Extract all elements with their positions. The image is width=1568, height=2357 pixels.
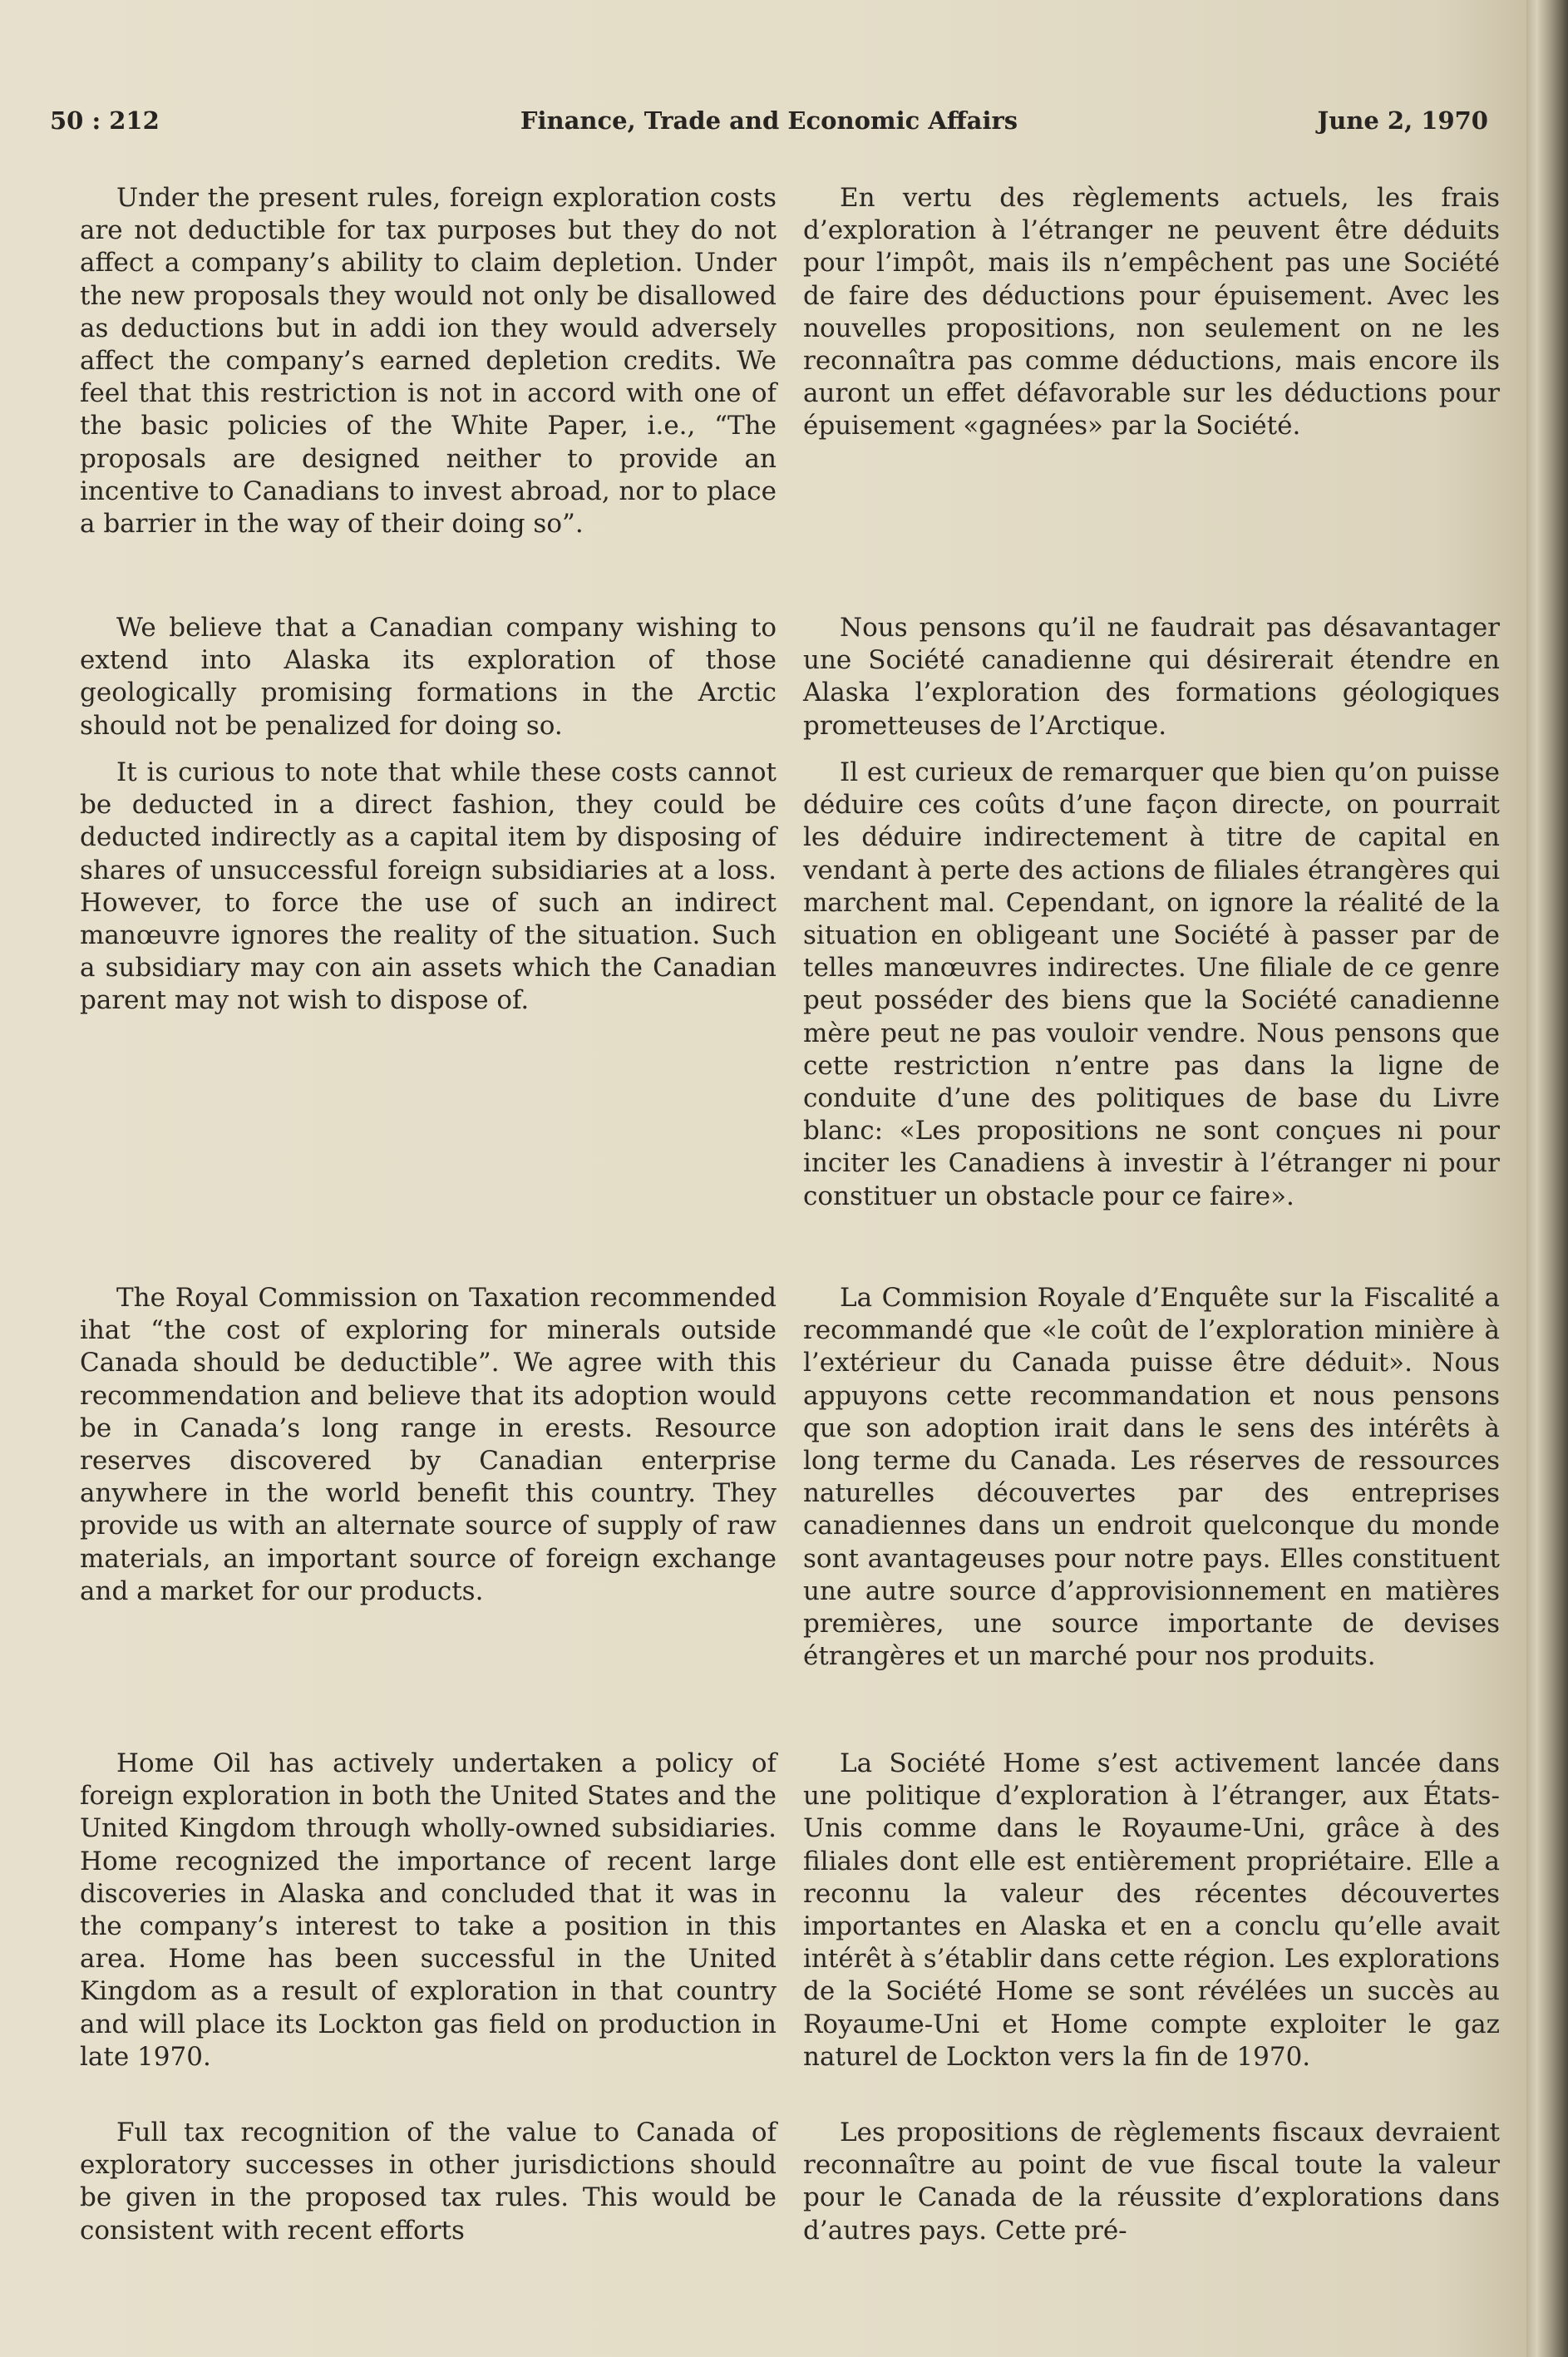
header-title: Finance, Trade and Economic Affairs [520,106,1018,135]
running-header [50,106,1488,148]
en-paragraph-indirect-deduction: It is curious to note that while these costs cannot be deducted in a direct fashion, they could be deducted indirectly as a capital item by disposing of shares of unsuccessful foreign subsidiaries at a loss. However, to force the use of such an indirect manœuvre ignores the reality of the situation. Such a subsidiary may con ain assets which the Canadian parent may not wish to dispose of. [80,757,777,1016]
en-paragraph-royal-commission: The Royal Commission on Taxation recommended ihat “the cost of exploring for minerals outside Canada should be deductible”. We agree with this recommendation and believe that its adoption would be in Canada’s long range in erests. Resource reserves discovered by Canadian enterprise anywhere in the world benefit this country. They provide us with an alternate source of supply of raw materials, an important source of foreign exchange and a market for our products. [80,1283,777,1606]
page-number: 50 : 212 [50,106,160,135]
en-paragraph-alaska-exploration: We believe that a Canadian company wishing to extend into Alaska its exploration of those geologically promising formations in the Arctic should not be penalized for doing so. [80,613,777,741]
en-paragraph-foreign-exploration-costs: Under the present rules, foreign exploration costs are not deductible for tax purposes but they do not affect a company’s ability to claim depletion. Under the new proposals they would not only be disallowed as deductions but in addi ion they would adversely affect the company’s earned depletion credits. We feel that this restriction is not in accord with one of the basic policies of the White Paper, i.e., “The proposals are designed neither to provide an incentive to Canadians to invest abroad, nor to place a barrier in the way of their doing so”. [80,183,777,540]
fr-paragraph-commission-royale: La Commision Royale d’Enquête sur la Fiscalité a recommandé que «le coût de l’exploration minière à l’extérieur du Canada puisse être déduit». Nous appuyons cette recommandation et nous pensons que son adoption irait dans le sens des intérêts à long terme du Canada. Les réserves de ressources naturelles découvertes par des entreprises canadiennes dans un endroit quelconque du monde sont avantageuses pour notre pays. Elles constituent une autre source d’approvisionnement en matières premières, une source importante de devises étrangères et un marché pour nos produits. [803,1283,1500,1672]
fr-paragraph-deduction-indirecte: Il est curieux de remarquer que bien qu’on puisse déduire ces coûts d’une façon directe, on pourrait les déduire indirectement à titre de capital en vendant à perte des actions de filiales étrangères qui marchent mal. Cependant, on ignore la réalité de la situation en obligeant une Société à passer par de telles manœuvres indirectes. Une filiale de ce genre peut posséder des biens que la Société canadienne mère peut ne pas vouloir vendre. Nous pensons que cette restriction n’entre pas dans la ligne de conduite d’une des politiques de base du Livre blanc: «Les propositions ne sont conçues ni pour inciter les Canadiens à investir à l’étranger ni pour constituer un obstacle pour ce faire». [803,757,1500,1211]
fr-paragraph-frais-exploration: En vertu des règlements actuels, les frais d’exploration à l’étranger ne peuvent être déduits pour l’impôt, mais ils n’empêchent pas une Société de faire des déductions pour épuisement. Avec les nouvelles propositions, non seulement on ne les reconnaîtra pas comme déductions, mais encore ils auront un effet défavorable sur les déductions pour épuisement «gagnées» par la Société. [803,183,1500,441]
header-date: June 2, 1970 [1317,106,1488,135]
page-binding-edge [1526,0,1568,2357]
en-paragraph-full-tax-recognition: Full tax recognition of the value to Canada of exploratory successes in other jurisdictions should be given in the proposed tax rules. This would be consistent with recent efforts [80,2118,777,2246]
fr-paragraph-propositions-fiscales: Les propositions de règlements fiscaux devraient reconnaître au point de vue fiscal toute la valeur pour le Canada de la réussite d’explorations dans d’autres pays. Cette pré- [803,2118,1500,2246]
fr-paragraph-alaska: Nous pensons qu’il ne faudrait pas désavantager une Société canadienne qui désirerait étendre en Alaska l’exploration des formations géologiques prometteuses de l’Arctique. [803,613,1500,741]
fr-paragraph-societe-home: La Société Home s’est activement lancée dans une politique d’exploration à l’étranger, aux États-Unis comme dans le Royaume-Uni, grâce à des filiales dont elle est entièrement propriétaire. Elle a reconnu la valeur des récentes découvertes importantes en Alaska et en a conclu qu’elle avait intérêt à s’établir dans cette région. Les explorations de la Société Home se sont révélées un succès au Royaume-Uni et Home compte exploiter le gaz naturel de Lockton vers la fin de 1970. [803,1748,1500,2072]
en-paragraph-home-oil-policy: Home Oil has actively undertaken a policy of foreign exploration in both the United States and the United Kingdom through wholly-owned subsidiaries. Home recognized the importance of recent large discoveries in Alaska and concluded that it was in the company’s interest to take a position in this area. Home has been successful in the United Kingdom as a result of exploration in that country and will place its Lockton gas field on production in late 1970. [80,1748,777,2072]
